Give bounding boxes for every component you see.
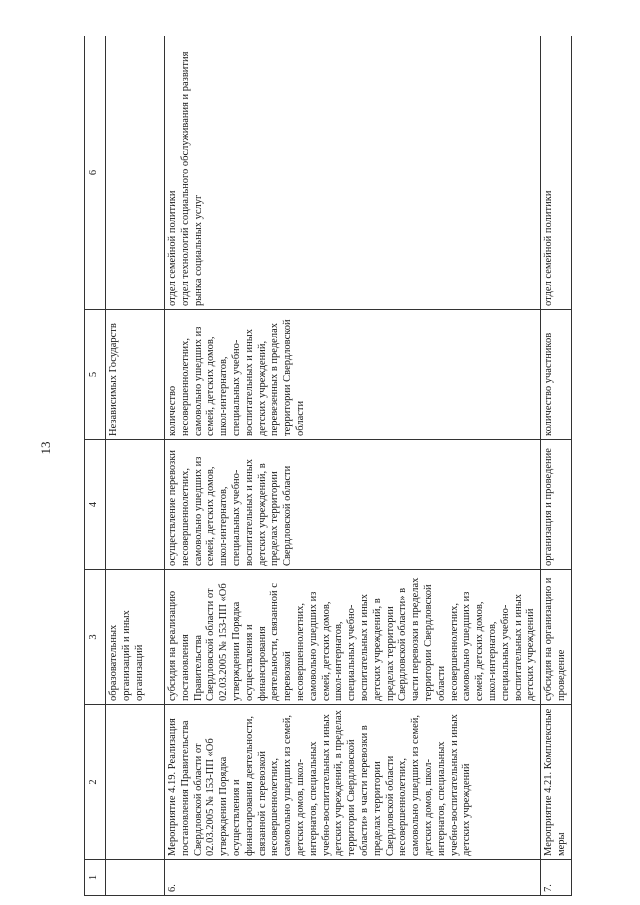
cont-col-4: [106, 440, 165, 570]
document-area: [84, 36, 612, 896]
cont-col-1: [106, 860, 165, 896]
purpose-cell: осуществление перевозки несовершеннолетних, самовольно ушедших из семей, детских домов, школ-интернатов, специальных учебно-воспитательных и иных детских учреждений, в пределах территории Свердловской области: [165, 440, 541, 570]
header-col-3: 3: [85, 570, 106, 705]
table-row: [541, 36, 572, 896]
row-number: 6.: [165, 860, 541, 896]
cont-col-2: [106, 705, 165, 860]
program-table: [84, 36, 572, 896]
table-row: [165, 36, 541, 896]
header-col-5: 5: [85, 310, 106, 440]
header-row: [85, 36, 106, 896]
cont-col-6: [106, 36, 165, 310]
header-col-2: 2: [85, 705, 106, 860]
purpose-cell: организация и проведение: [541, 440, 572, 570]
continuation-row: [106, 36, 165, 896]
event-cell: Мероприятие 4.19. Реализация постановления Правительства Свердловской области от 02.03.2005 № 153-ПП «Об утверждении Порядка осуществления и финансирования деятельности, связанной с перевозкой несовершеннолетних, самовольно ушедших из семей, детских домов, школ-интернатов, специальных учебно-воспитательных и иных детских учреждений, в пределах территории Свердловской области» в части перевозки в пределах территории Свердловской области несовершеннолетних, самовольно ушедших из семей, детских домов, школ-интернатов, специальных учебно-воспитательных и иных детских учреждений: [165, 705, 541, 860]
cont-col-3: образовательных организаций и иных организаций: [106, 570, 165, 705]
indicator-cell: количество несовершеннолетних, самовольно ушедших из семей, детских домов, школ-интернатов, специальных учебно-воспитательных и иных детских учреждений, перевезенных в пределах территории Свердловской области: [165, 310, 541, 440]
page-number: 13: [38, 441, 53, 455]
funding-cell: субсидия на организацию и проведение: [541, 570, 572, 705]
rotated-table-frame: [84, 36, 612, 896]
cont-col-5: Независимых Государств: [106, 310, 165, 440]
header-col-1: 1: [85, 860, 106, 896]
row-number: 7.: [541, 860, 572, 896]
funding-cell: субсидия на реализацию постановления Правительства Свердловской области от 02.03.2005 № 153-ПП «Об утверждении Порядка осуществления и финансирования деятельности, связанной с перевозкой несовершеннолетних, самовольно ушедших из семей, детских домов, школ-интернатов, специальных учебно-воспитательных и иных детских учреждений, в пределах территории Свердловской области» в части перевозки в пределах территории Свердловской области несовершеннолетних, самовольно ушедших из семей, детских домов, школ-интернатов, специальных учебно-воспитательных и иных детских учреждений: [165, 570, 541, 705]
event-cell: Мероприятие 4.21. Комплексные меры: [541, 705, 572, 860]
header-col-6: 6: [85, 36, 106, 310]
indicator-cell: количество участников: [541, 310, 572, 440]
header-col-4: 4: [85, 440, 106, 570]
responsible-cell: отдел семейной политики: [541, 36, 572, 310]
responsible-cell: отдел семейной политики отдел технологий социального обслуживания и развития рынка социальных услуг: [165, 36, 541, 310]
